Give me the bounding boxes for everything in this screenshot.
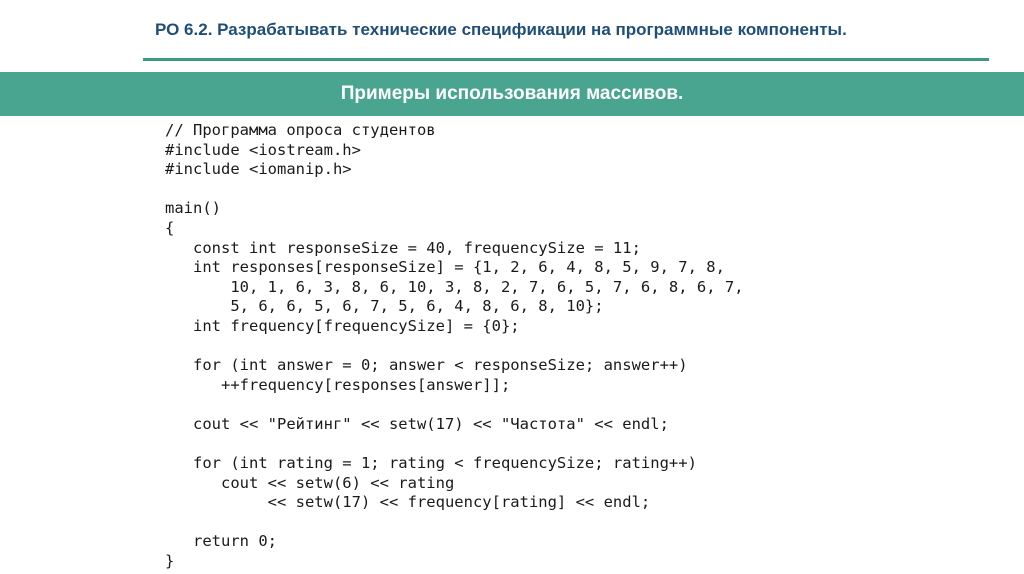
code-line: << setw(17) << frequency[rating] << endl; xyxy=(165,493,651,512)
code-line: #include <iomanip.h> xyxy=(165,160,352,179)
code-line: cout << "Рейтинг" << setw(17) << "Частота" << endl; xyxy=(165,414,669,433)
code-line: { xyxy=(165,218,175,237)
slide-title: РО 6.2. Разрабатывать технические спецификации на программные компоненты. xyxy=(155,20,847,39)
code-line: int frequency[frequencySize] = {0}; xyxy=(165,316,520,335)
code-line: ++frequency[responses[answer]]; xyxy=(165,375,511,394)
code-line: for (int answer = 0; answer < responseSize; answer++) xyxy=(165,356,688,375)
code-line: main() xyxy=(165,199,221,218)
code-line: } xyxy=(165,552,175,571)
code-line xyxy=(165,395,865,415)
code-line: cout << setw(6) << rating xyxy=(165,473,455,492)
code-line xyxy=(165,513,865,533)
section-banner xyxy=(0,72,1024,116)
code-line xyxy=(165,337,865,357)
code-line: #include <iostream.h> xyxy=(165,140,361,159)
code-line: const int responseSize = 40, frequencySize = 11; xyxy=(165,238,641,257)
code-line xyxy=(165,180,865,200)
code-line: 10, 1, 6, 3, 8, 6, 10, 3, 8, 2, 7, 6, 5, 7, 6, 8, 6, 7, xyxy=(165,277,744,296)
code-line: // Программа опроса студентов xyxy=(165,121,436,139)
code-line: for (int rating = 1; rating < frequencySize; rating++) xyxy=(165,454,697,473)
code-line: 5, 6, 6, 5, 6, 7, 5, 6, 4, 8, 6, 8, 10}; xyxy=(165,297,604,316)
banner-text: Примеры использования массивов. xyxy=(340,83,684,104)
code-listing xyxy=(165,121,865,572)
code-line: int responses[responseSize] = {1, 2, 6, 4, 8, 5, 9, 7, 8, xyxy=(165,258,725,277)
code-line: return 0; xyxy=(165,532,277,551)
code-line xyxy=(165,435,865,455)
title-divider xyxy=(143,58,989,61)
